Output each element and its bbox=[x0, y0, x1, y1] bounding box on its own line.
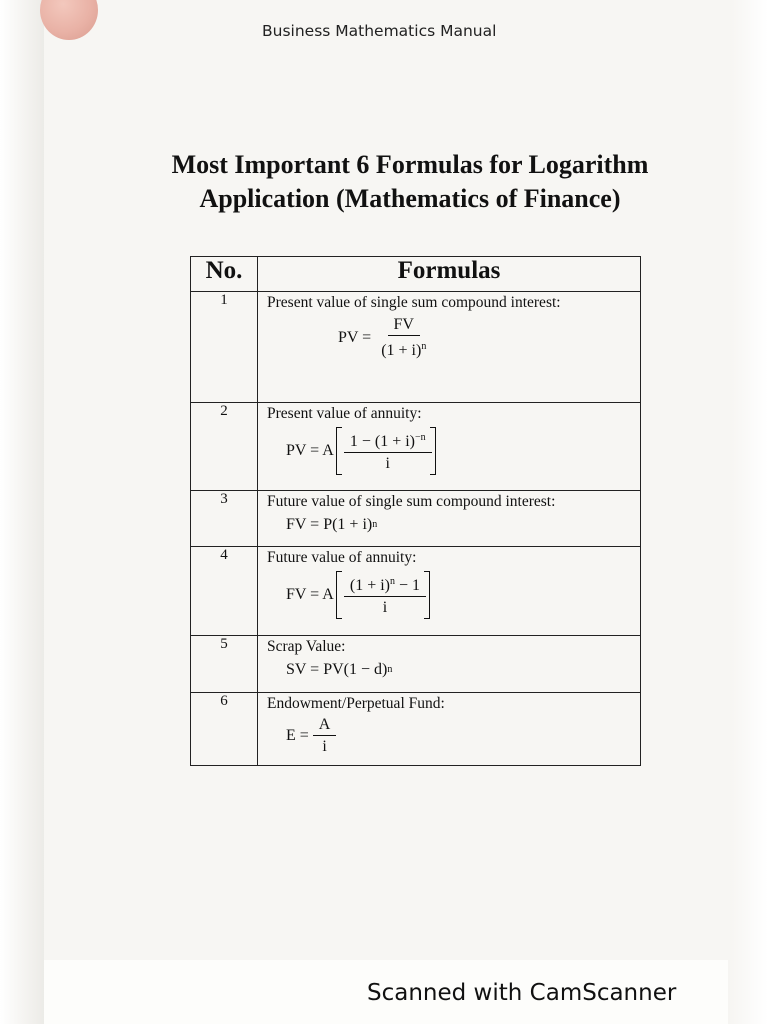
square-bracket bbox=[336, 571, 430, 619]
fraction bbox=[344, 429, 432, 473]
denominator: i bbox=[382, 599, 388, 616]
scanner-watermark: Scanned with CamScanner bbox=[367, 980, 677, 1006]
denominator: $(1 + i)^n$ bbox=[381, 341, 427, 359]
formula-equation: SV = PV(1 − d) n bbox=[286, 661, 393, 678]
formula-description: Scrap Value: bbox=[267, 638, 346, 655]
formula-equation bbox=[286, 427, 640, 475]
denominator: i bbox=[322, 738, 327, 755]
square-bracket bbox=[336, 427, 436, 475]
table-row bbox=[191, 491, 641, 547]
formula-cell bbox=[258, 547, 641, 636]
formula-cell bbox=[258, 491, 641, 547]
formula-cell bbox=[258, 292, 641, 403]
table-row bbox=[191, 693, 641, 766]
table-row bbox=[191, 547, 641, 636]
title-line-2: Application (Mathematics of Finance) bbox=[199, 184, 621, 213]
row-number: 5 bbox=[191, 636, 258, 693]
scan-margin-left bbox=[0, 0, 44, 1024]
formula-description: Future value of annuity: bbox=[267, 549, 417, 566]
formula-equation bbox=[286, 571, 640, 619]
numerator: A bbox=[313, 716, 337, 736]
numerator: FV bbox=[388, 316, 420, 336]
table-row bbox=[191, 636, 641, 693]
fraction bbox=[313, 716, 337, 756]
formula-equation bbox=[338, 316, 640, 360]
formula-description: Endowment/Perpetual Fund: bbox=[267, 695, 445, 712]
denominator: i bbox=[385, 455, 390, 472]
table-row bbox=[191, 403, 641, 491]
formula-lhs: PV = bbox=[338, 329, 372, 346]
table-header-row bbox=[191, 257, 641, 292]
row-number: 1 bbox=[191, 292, 258, 403]
formula-equation: FV = P(1 + i) n bbox=[286, 516, 378, 533]
formula-cell bbox=[258, 403, 641, 491]
numerator: $(1 + i)^n - 1$ bbox=[344, 573, 426, 597]
formula-lhs: PV = A bbox=[286, 442, 334, 459]
formula-equation bbox=[286, 716, 640, 756]
row-number: 4 bbox=[191, 547, 258, 636]
formulas-table bbox=[190, 256, 641, 766]
formula-lhs: E = bbox=[286, 727, 309, 744]
column-header-no: No. bbox=[191, 257, 258, 292]
formula-cell bbox=[258, 636, 641, 693]
row-number: 2 bbox=[191, 403, 258, 491]
formula-lhs: FV = A bbox=[286, 586, 334, 603]
page-title bbox=[100, 148, 720, 216]
formula-description: Present value of annuity: bbox=[267, 405, 422, 422]
formula-description: Future value of single sum compound interest: bbox=[267, 493, 556, 510]
fraction bbox=[344, 573, 426, 617]
fraction bbox=[375, 316, 432, 360]
table-row bbox=[191, 292, 641, 403]
page-header: Business Mathematics Manual bbox=[262, 22, 497, 40]
title-line-1: Most Important 6 Formulas for Logarithm bbox=[171, 150, 649, 179]
formula-cell bbox=[258, 693, 641, 766]
row-number: 6 bbox=[191, 693, 258, 766]
formula-description: Present value of single sum compound interest: bbox=[267, 294, 561, 311]
numerator: $1 - (1 + i)^{-n}$ bbox=[344, 429, 432, 453]
column-header-formulas: Formulas bbox=[258, 257, 641, 292]
scan-margin-right bbox=[728, 0, 768, 1024]
row-number: 3 bbox=[191, 491, 258, 547]
